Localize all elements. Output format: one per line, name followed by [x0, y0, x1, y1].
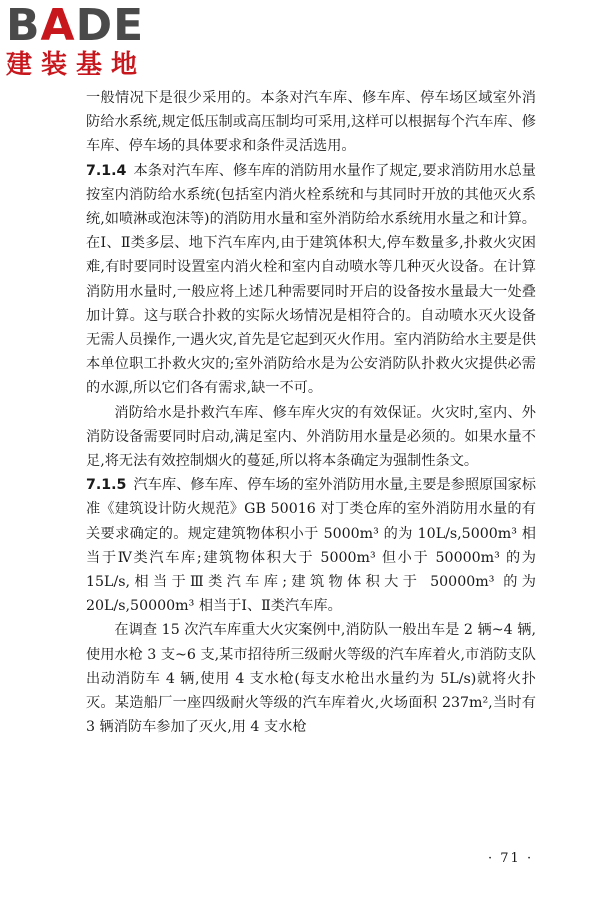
document-body — [86, 86, 536, 739]
paragraph-fire-cases: 在调查 15 次汽车库重大火灾案例中,消防队一般出车是 2 辆~4 辆,使用水枪 3 支~6 支,某市招待所三级耐火等级的汽车库着火,市消防支队出动消防车 4 辆,使用 4 支水枪(每支水枪出水量约为 5L/s)就将火扑灭。某造船厂一座四级耐火等级的汽车库着火,火场面积 237m²,当时有 3 辆消防车参加了灭火,用 4 支水枪 — [86, 622, 536, 736]
paragraph-continued: 一般情况下是很少采用的。本条对汽车库、修车库、停车场区域室外消防给水系统,规定低压制或高压制均可采用,这样可以根据每个汽车库、修车库、停车场的具体要求和条件灵活选用。 — [86, 90, 536, 155]
paragraph-water-supply: 消防给水是扑救汽车库、修车库火灾的有效保证。火灾时,室内、外消防设备需要同时启动,满足室内、外消防用水量是必须的。如果水量不足,将无法有效控制烟火的蔓延,所以将本条确定为强制性条文。 — [86, 404, 536, 470]
clause-7-1-5: 7.1.5 汽车库、修车库、停车场的室外消防用水量,主要是参照原国家标准《建筑设计防火规范》GB 50016 对丁类仓库的室外消防用水量的有关要求确定的。规定建筑物体积小于 5000m³ 的为 10L/s,5000m³ 相当于Ⅳ类汽车库;建筑物体积大于 5000m³ 但小于 50000m³ 的为 15L/s,相当于Ⅲ类汽车库;建筑物体积大于 50000m³ 的为 20L/s,50000m³ 相当于Ⅰ、Ⅱ类汽车库。 — [86, 477, 536, 615]
bade-logo — [6, 0, 176, 80]
clause-number: 7.1.5 — [86, 477, 127, 494]
clause-7-1-4: 7.1.4 本条对汽车库、修车库的消防用水量作了规定,要求消防用水总量按室内消防给水系统(包括室内消火栓系统和与其同时开放的其他灭火系统,如喷淋或泡沫等)的消防用水量和室外消防给水系统用水量之和计算。在Ⅰ、Ⅱ类多层、地下汽车库内,由于建筑体积大,停车数量多,扑救火灾困难,有时要同时设置室内消火栓和室内自动喷水等几种灭火设备。在计算消防用水量时,一般应将上述几种需要同时开启的设备按水量最大一处叠加计算。这与联合扑救的实际火场情况是相符合的。自动喷水灭火设备无需人员操作,一遇火灾,首先是它起到灭火作用。室内消防给水主要是供本单位职工扑救火灾的;室外消防给水是为公安消防队扑救火灾提供必需的水源,所以它们各有需求,缺一不可。 — [86, 162, 536, 397]
page-number: · 71 · — [488, 851, 534, 866]
clause-number: 7.1.4 — [86, 162, 127, 179]
logo-wordmark: BADE — [6, 0, 145, 51]
logo-subtitle: 建装基地 — [6, 50, 147, 80]
